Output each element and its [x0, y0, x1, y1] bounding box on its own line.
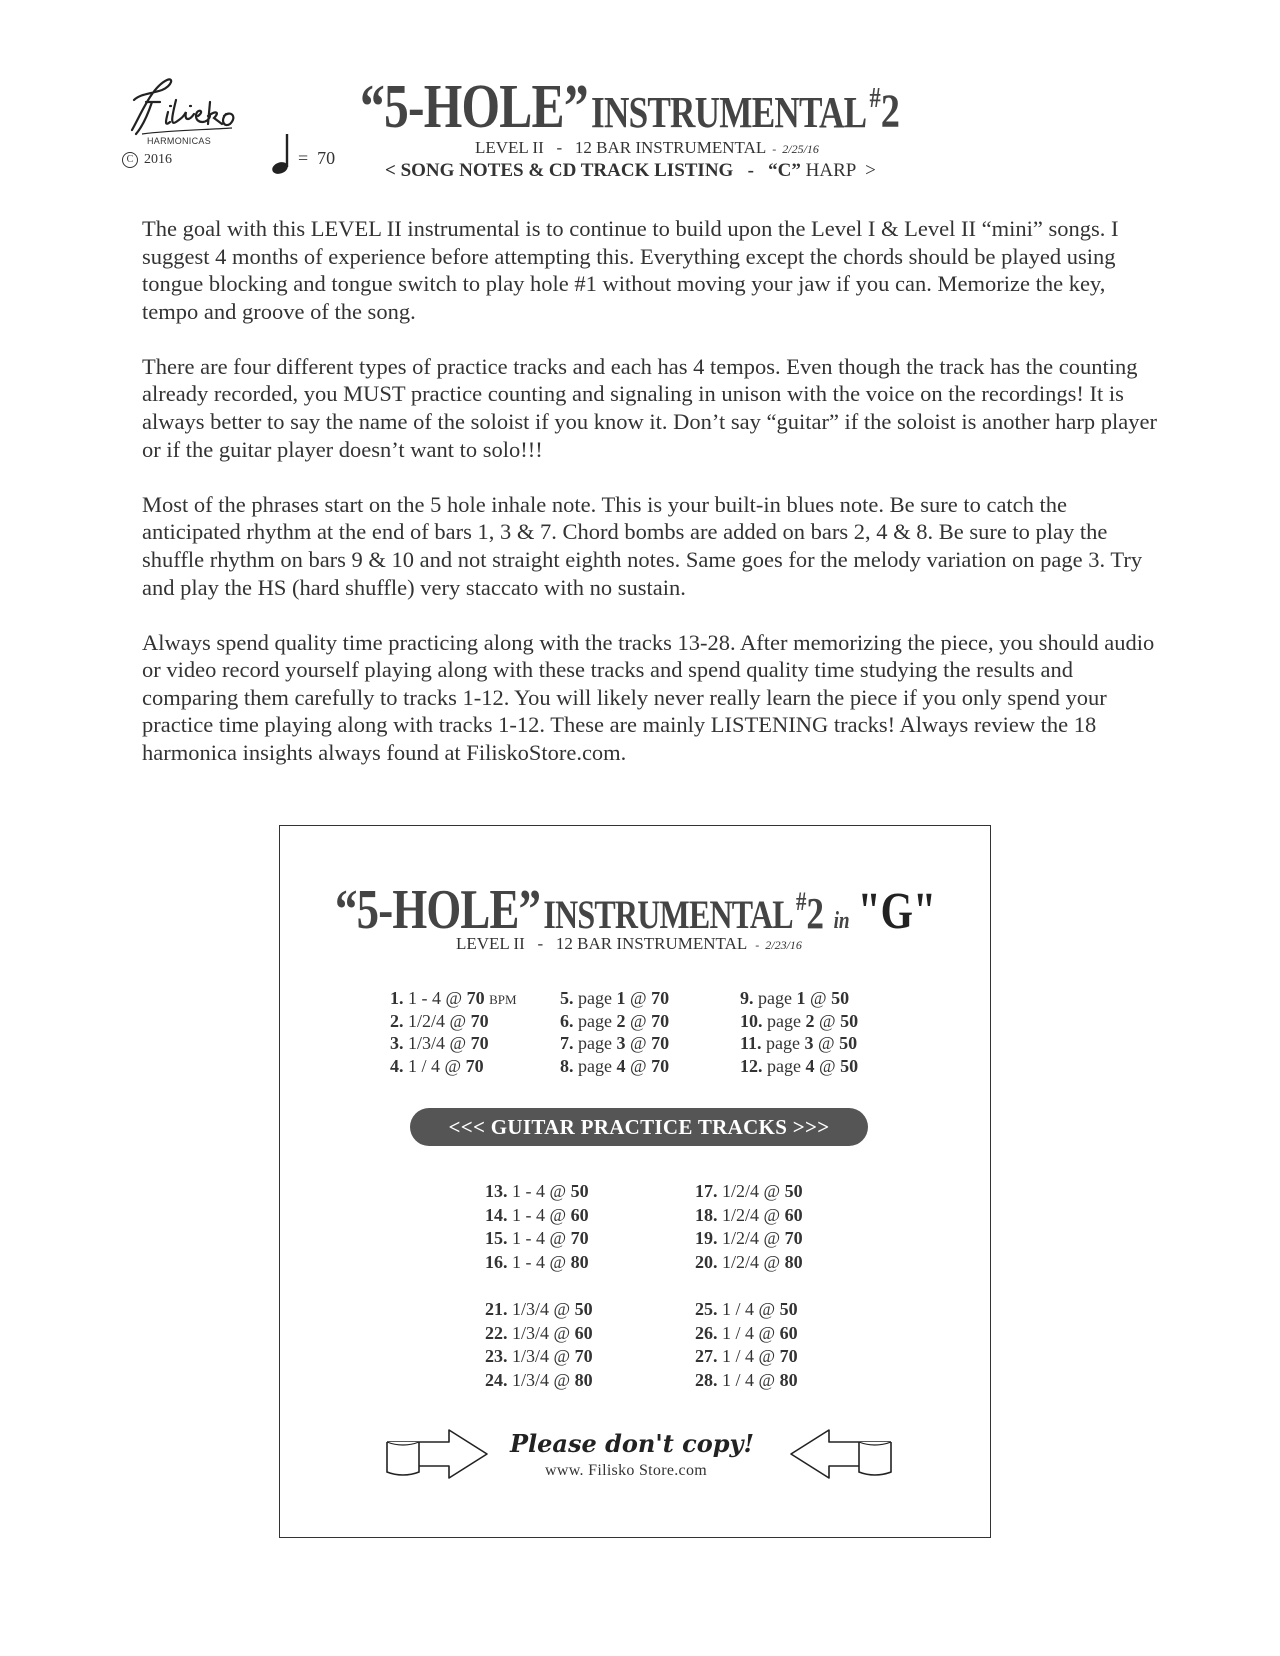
- panel-subtitle-date: - 2/23/16: [755, 938, 802, 952]
- track-at: @: [818, 1033, 835, 1053]
- track-number: 26.: [695, 1322, 718, 1343]
- track-page: 1: [616, 988, 626, 1008]
- track-tempo: 70: [651, 1033, 670, 1053]
- track-number: 11.: [740, 1033, 762, 1053]
- track-number: 5.: [560, 988, 574, 1008]
- track-number: 2.: [390, 1010, 404, 1031]
- track-description: 1/3/4: [512, 1369, 550, 1390]
- track-at: @: [553, 1322, 571, 1343]
- track-tempo: 50: [574, 1299, 593, 1319]
- track-at: @: [818, 1055, 836, 1076]
- track-number: 12.: [740, 1055, 763, 1076]
- track-tempo: 60: [784, 1204, 803, 1225]
- track-description: page: [578, 988, 612, 1008]
- track-tempo: 80: [779, 1369, 798, 1390]
- track-page: 2: [805, 1010, 815, 1031]
- track-at: @: [758, 1346, 776, 1366]
- track-number: 3.: [390, 1033, 404, 1053]
- track-number: 18.: [695, 1204, 718, 1225]
- track-number: 20.: [695, 1251, 718, 1272]
- track-at: @: [763, 1181, 781, 1201]
- track-item: [740, 1011, 858, 1032]
- track-at: @: [629, 1033, 647, 1053]
- track-tempo: 50: [831, 988, 850, 1008]
- track-line-prefix: <: [385, 160, 401, 181]
- arrow-left-icon: [785, 1424, 895, 1484]
- track-at: @: [763, 1228, 781, 1248]
- track-description: 1 / 4: [722, 1369, 755, 1390]
- panel-subtitle-text: LEVEL II - 12 BAR INSTRUMENTAL: [456, 934, 748, 953]
- track-tempo: 50: [840, 1055, 859, 1076]
- guitar-track-item: [695, 1299, 798, 1320]
- track-item: [390, 988, 517, 1009]
- guitar-track-item: [695, 1181, 803, 1202]
- panel-subtitle: [456, 934, 802, 954]
- paragraph: The goal with this LEVEL II instrumental is to continue to build upon the Level I & Level II “mini” songs. I suggest 4 months of experience before attempting this. Everything except the chords should be played using tongue blocking and tongue switch to play hole #1 without moving your jaw if you can. Memorize the key, tempo and groove of the song.: [142, 216, 1119, 324]
- guitar-track-item: [485, 1323, 593, 1344]
- track-description: 1/2/4: [722, 1228, 760, 1248]
- track-item: [390, 1056, 484, 1077]
- track-number: 14.: [485, 1204, 508, 1225]
- track-number: 23.: [485, 1346, 508, 1366]
- track-at: @: [758, 1299, 776, 1319]
- title-hash: #: [869, 83, 881, 114]
- store-url: www. Filisko Store.com: [545, 1462, 708, 1479]
- logo-brand: HARMONICAS: [147, 136, 212, 146]
- track-item: [740, 1056, 858, 1077]
- track-at: @: [549, 1204, 567, 1225]
- track-item: [560, 1056, 669, 1077]
- track-description: 1 / 4: [722, 1346, 755, 1366]
- track-tempo: 80: [784, 1251, 803, 1272]
- track-tempo: 50: [779, 1299, 798, 1319]
- title-number: 2: [880, 85, 900, 138]
- track-number: 17.: [695, 1181, 718, 1201]
- paragraph: Always spend quality time practicing along with the tracks 13-28. After memorizing the piece, you should audio or video record yourself playing along with these tracks and spend quality time studying the results and comparing them carefully to tracks 1-12. You will likely never really learn the piece if you only spend your practice time playing along with tracks 1-12. These are mainly LISTENING tracks! Always review the 18 harmonica insights always found at FiliskoStore.com.: [142, 629, 1155, 765]
- panel-title: [335, 878, 936, 942]
- track-tempo: 60: [574, 1322, 593, 1343]
- tempo-equals: =: [298, 148, 309, 168]
- track-tempo: 70: [466, 988, 485, 1008]
- guitar-track-item: [485, 1299, 593, 1320]
- track-item: [560, 988, 669, 1009]
- track-at: @: [629, 988, 647, 1008]
- track-item: [740, 988, 849, 1009]
- track-tempo: 70: [574, 1346, 593, 1366]
- guitar-practice-banner: <<< GUITAR PRACTICE TRACKS >>>: [410, 1108, 868, 1146]
- track-number: 25.: [695, 1299, 718, 1319]
- track-tempo: 80: [570, 1251, 589, 1272]
- guitar-track-item: [485, 1181, 589, 1202]
- track-at: @: [629, 1010, 647, 1031]
- track-at: @: [444, 1055, 462, 1076]
- instructions: [142, 215, 1162, 794]
- guitar-track-item: [695, 1370, 798, 1391]
- track-description: page: [767, 1010, 801, 1031]
- track-description: page: [578, 1010, 612, 1031]
- panel-title-hash: #: [795, 887, 807, 916]
- track-item: [560, 1011, 669, 1032]
- track-number: 19.: [695, 1228, 718, 1248]
- track-description: page: [758, 988, 792, 1008]
- panel-title-open-quote: “: [335, 879, 357, 941]
- track-tempo: 60: [570, 1204, 589, 1225]
- track-tempo: 70: [470, 1033, 489, 1053]
- track-page: 1: [796, 988, 806, 1008]
- panel-title-close-quote: ”: [518, 879, 541, 941]
- track-line-main: SONG NOTES & CD TRACK LISTING - “C”: [400, 160, 801, 181]
- copyright: [122, 152, 172, 168]
- track-at: @: [763, 1251, 781, 1272]
- track-number: 21.: [485, 1299, 508, 1319]
- track-description: 1/2/4: [722, 1204, 760, 1225]
- track-description: page: [767, 1055, 801, 1076]
- copyright-icon: C: [122, 152, 138, 168]
- title-word: INSTRUMENTAL: [591, 88, 867, 137]
- track-description: 1 - 4: [512, 1204, 545, 1225]
- track-at: @: [758, 1322, 776, 1343]
- track-number: 28.: [695, 1369, 718, 1390]
- title-close-quote: ”: [563, 73, 588, 141]
- track-description: 1 - 4: [512, 1228, 545, 1248]
- panel-title-in: in: [833, 908, 850, 934]
- guitar-track-item: [485, 1252, 589, 1273]
- track-listing-panel: [279, 825, 991, 1538]
- guitar-track-item: [485, 1370, 593, 1391]
- guitar-track-item: [695, 1252, 803, 1273]
- track-item: [560, 1033, 669, 1054]
- paragraph: Most of the phrases start on the 5 hole inhale note. This is your built-in blues note. Be sure to catch the anticipated rhythm at the end of bars 1, 3 & 7. Chord bombs are added on bars 2, 4 & 8. Be sure to play the shuffle rhythm on bars 9 & 10 and not straight eighth notes. Same goes for the melody variation on page 3. Try and play the HS (hard shuffle) very staccato with no sustain.: [142, 491, 1143, 600]
- track-listing-line: [385, 160, 876, 182]
- track-tempo: 70: [779, 1346, 798, 1366]
- panel-title-name: 5-HOLE: [356, 879, 519, 941]
- title-name: 5-HOLE: [384, 73, 564, 141]
- please-dont-copy: Please don't copy!: [510, 1429, 755, 1458]
- track-tempo: 50: [784, 1181, 803, 1201]
- panel-title-key: "G": [857, 883, 937, 940]
- track-at: @: [549, 1251, 567, 1272]
- track-number: 22.: [485, 1322, 508, 1343]
- track-tempo: 70: [651, 1010, 670, 1031]
- paragraph: There are four different types of practice tracks and each has 4 tempos. Even though the track has the counting already recorded, you MUST practice counting and signaling in unison with the voice on the recordings! It is always better to say the name of the soloist if you know it. Don’t say “guitar” if the soloist is another harp player or if the guitar player doesn’t want to solo!!!: [142, 353, 1157, 462]
- track-description: 1/3/4: [512, 1299, 550, 1319]
- track-description: 1/2/4: [408, 1010, 446, 1031]
- title-open-quote: “: [360, 73, 384, 141]
- track-at: @: [449, 1010, 467, 1031]
- arrow-right-icon: [383, 1424, 493, 1484]
- track-description: 1 - 4: [512, 1251, 545, 1272]
- track-page: 4: [805, 1055, 815, 1076]
- track-number: 13.: [485, 1181, 508, 1201]
- track-at: @: [818, 1010, 836, 1031]
- track-at: @: [553, 1346, 571, 1366]
- page-header: [360, 72, 1000, 192]
- quarter-note-icon: [270, 132, 296, 176]
- track-tempo: 70: [651, 1055, 670, 1076]
- track-description: 1 / 4: [722, 1299, 755, 1319]
- track-at: @: [629, 1055, 647, 1076]
- track-item: [390, 1033, 489, 1054]
- page-title: [360, 72, 900, 143]
- panel-title-number: 2: [806, 889, 824, 938]
- subtitle-text: LEVEL II - 12 BAR INSTRUMENTAL: [475, 138, 767, 157]
- signature-logo-icon: [112, 72, 242, 142]
- tempo-marking: [270, 132, 350, 177]
- guitar-track-item: [695, 1228, 803, 1249]
- track-number: 24.: [485, 1369, 508, 1390]
- track-tempo: 50: [839, 1033, 858, 1053]
- track-tempo: 60: [779, 1322, 798, 1343]
- track-description: 1/2/4: [722, 1251, 760, 1272]
- filisko-logo: [112, 72, 242, 182]
- track-description: 1 - 4: [408, 988, 441, 1008]
- track-tempo: 70: [651, 988, 670, 1008]
- track-tempo: 50: [570, 1181, 589, 1201]
- track-tempo: 70: [784, 1228, 803, 1248]
- track-unit: BPM: [489, 992, 517, 1007]
- track-description: 1/2/4: [722, 1181, 760, 1201]
- track-page: 4: [616, 1055, 626, 1076]
- guitar-track-item: [695, 1323, 798, 1344]
- track-at: @: [449, 1033, 467, 1053]
- track-number: 8.: [560, 1055, 574, 1076]
- track-tempo: 70: [465, 1055, 484, 1076]
- track-description: page: [578, 1033, 612, 1053]
- guitar-track-item: [485, 1205, 589, 1226]
- track-tempo: 70: [470, 1010, 489, 1031]
- copyright-year: 2016: [144, 152, 172, 167]
- track-description: 1 / 4: [722, 1322, 755, 1343]
- guitar-track-item: [485, 1346, 593, 1367]
- track-at: @: [549, 1181, 567, 1201]
- track-item: [740, 1033, 857, 1054]
- track-description: 1/3/4: [408, 1033, 446, 1053]
- track-number: 9.: [740, 988, 754, 1008]
- tempo-bpm: 70: [317, 148, 336, 168]
- tempo-value: [298, 148, 335, 169]
- track-page: 2: [616, 1010, 626, 1031]
- track-at: @: [445, 988, 463, 1008]
- track-number: 4.: [390, 1055, 404, 1076]
- track-number: 6.: [560, 1010, 574, 1031]
- track-tempo: 50: [840, 1010, 859, 1031]
- track-page: 3: [804, 1033, 814, 1053]
- track-description: 1/3/4: [512, 1346, 550, 1366]
- track-description: page: [578, 1055, 612, 1076]
- guitar-track-item: [695, 1346, 798, 1367]
- page-subtitle: [475, 138, 819, 158]
- track-at: @: [758, 1369, 776, 1390]
- subtitle-date: - 2/25/16: [772, 142, 819, 156]
- track-at: @: [553, 1369, 571, 1390]
- track-page: 3: [616, 1033, 626, 1053]
- track-tempo: 70: [570, 1228, 589, 1248]
- track-description: page: [766, 1033, 800, 1053]
- guitar-track-item: [695, 1205, 803, 1226]
- panel-title-word: INSTRUMENTAL: [543, 892, 793, 937]
- track-number: 10.: [740, 1010, 763, 1031]
- track-description: 1 / 4: [408, 1055, 441, 1076]
- track-at: @: [549, 1228, 567, 1248]
- track-at: @: [553, 1299, 571, 1319]
- track-number: 16.: [485, 1251, 508, 1272]
- track-number: 27.: [695, 1346, 718, 1366]
- track-number: 15.: [485, 1228, 508, 1248]
- track-line-suffix: HARP >: [800, 160, 876, 181]
- track-tempo: 80: [574, 1369, 593, 1390]
- track-number: 1.: [390, 988, 404, 1008]
- track-at: @: [763, 1204, 781, 1225]
- track-description: 1 - 4: [512, 1181, 545, 1201]
- track-description: 1/3/4: [512, 1322, 550, 1343]
- track-number: 7.: [560, 1033, 574, 1053]
- track-item: [390, 1011, 489, 1032]
- track-at: @: [809, 988, 827, 1008]
- guitar-track-item: [485, 1228, 589, 1249]
